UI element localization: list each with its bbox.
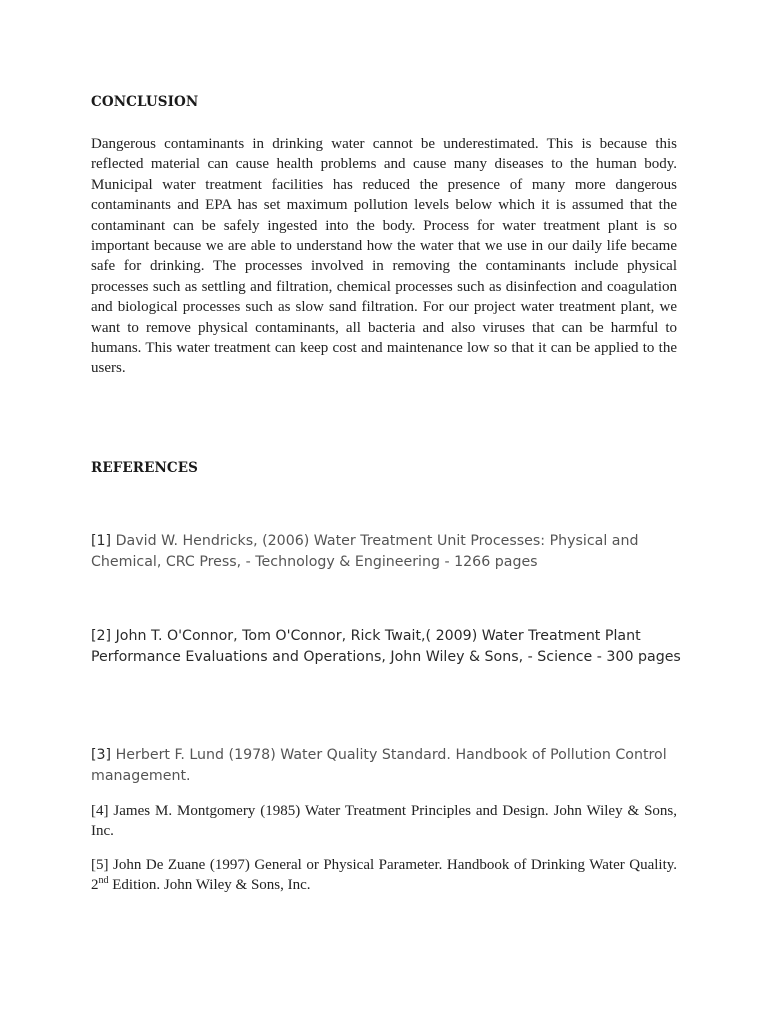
reference-text: James M. Montgomery (1985) Water Treatment Principles and Design. John Wiley & Sons, Inc. (91, 803, 678, 839)
reference-item-4 (91, 801, 677, 841)
references-heading: REFERENCES (91, 460, 199, 476)
reference-number: [5] (91, 857, 109, 873)
reference-number: [4] (91, 803, 109, 819)
reference-item-3 (91, 745, 691, 786)
conclusion-heading: CONCLUSION (91, 94, 199, 110)
reference-number: [1] (91, 533, 112, 549)
reference-item-5 (91, 855, 677, 895)
reference-text-before: John De Zuane (1997) General or Physical Parameter. Handbook of Drinking Water Quality. 2 (91, 857, 678, 893)
reference-item-1 (91, 531, 691, 572)
reference-item-2 (91, 626, 691, 667)
reference-number: [2] (91, 628, 112, 644)
reference-text: Herbert F. Lund (1978) Water Quality Standard. Handbook of Pollution Control management. (91, 747, 667, 784)
conclusion-paragraph: Dangerous contaminants in drinking water cannot be underestimated. This is because this reflected material can cause health problems and cause many diseases to the human body. Municipal water treatment facilities has reduced the presence of many more dangerous contaminants and EPA has set maximum pollution levels below which it is assumed that the contaminant can be safely ingested into the body. Process for water treatment plant is so important because we are able to understand how the water that we use in our daily life became safe for drinking. The processes involved in removing the contaminants include physical processes such as settling and filtration, chemical processes such as disinfection and coagulation and biological processes such as slow sand filtration. For our project water treatment plant, we want to remove physical contaminants, all bacteria and also viruses that can be harmful to humans. This water treatment can keep cost and maintenance low so that it can be applied to the users. (91, 136, 677, 377)
reference-number: [3] (91, 747, 112, 763)
reference-text-after: Edition. John Wiley & Sons, Inc. (108, 877, 311, 893)
reference-text: David W. Hendricks, (2006) Water Treatment Unit Processes: Physical and Chemical, CRC Press, - Technology & Engineering - 1266 pages (91, 533, 639, 570)
reference-superscript: nd (98, 875, 109, 886)
reference-text: John T. O'Connor, Tom O'Connor, Rick Twait,( 2009) Water Treatment Plant Performance Evaluations and Operations, John Wiley & Sons, - Science - 300 pages (91, 628, 681, 665)
